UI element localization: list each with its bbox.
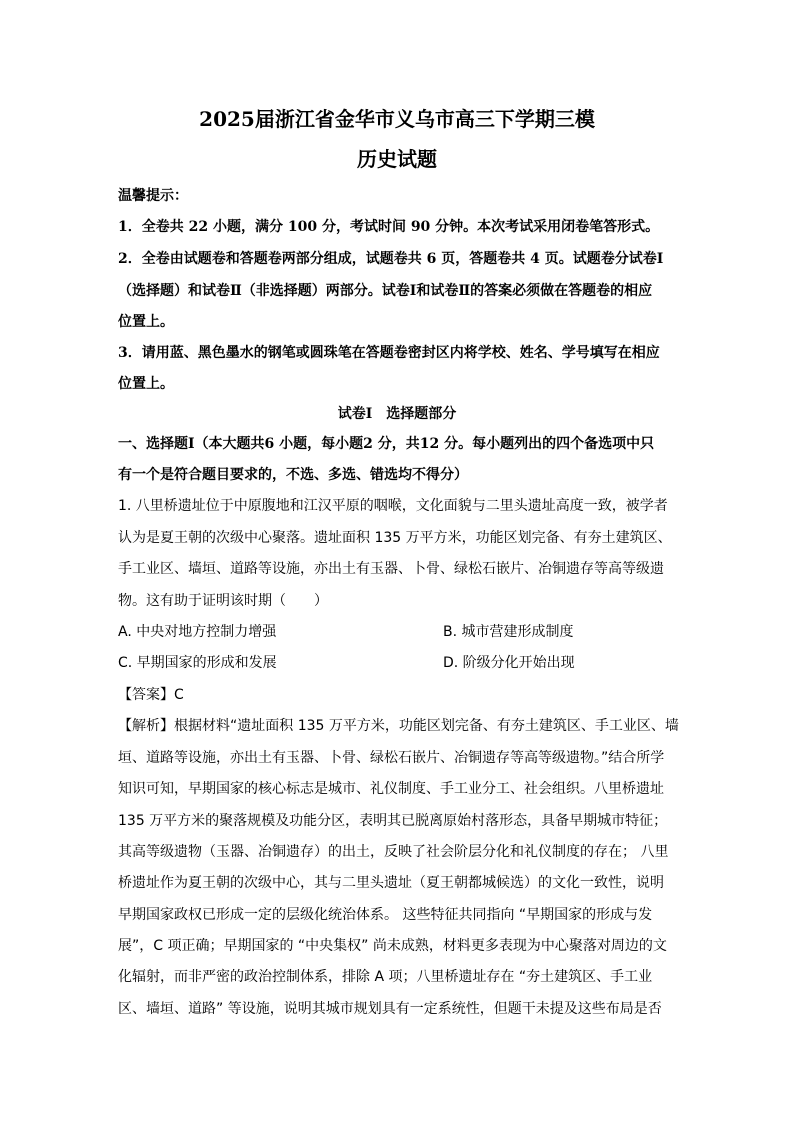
option-d: D. 阶级分化开始出现 xyxy=(443,655,575,671)
part-heading: 有一个是符合题目要求的，不选、多选、错选均不得分） xyxy=(118,467,468,483)
analysis-line: 【解析】根据材料“遗址面积 135 万平方米，功能区划完备、有夯土建筑区、手工业区、墙 xyxy=(118,718,679,734)
option-c: C. 早期国家的形成和发展 xyxy=(118,655,277,671)
question-stem: 手工业区、墙垣、道路等设施，亦出土有玉器、卜骨、绿松石嵌片、冶铜遗存等高等级遗 xyxy=(118,561,664,577)
notice-line: 位置上。 xyxy=(118,314,174,330)
part-heading: 一、选择题Ⅰ（本大题共6 小题，每小题2 分，共12 分。每小题列出的四个备选项中只 xyxy=(118,436,655,452)
option-a: A. 中央对地方控制力增强 xyxy=(118,624,277,640)
analysis-line: 展”，C 项正确；早期国家的 “中央集权” 尚未成熟，材料更多表现为中心聚落对周边的文 xyxy=(118,938,667,954)
section-title: 试卷Ⅰ 选择题部分 xyxy=(337,406,457,422)
analysis-line: 早期国家政权已形成一定的层级化统治体系。 这些特征共同指向 “早期国家的形成与发 xyxy=(118,907,653,923)
notice-line: （选择题）和试卷Ⅱ（非选择题）两部分。试卷Ⅰ和试卷Ⅱ的答案必须做在答题卷的相应 xyxy=(118,283,653,299)
analysis-line: 区、墙垣、道路” 等设施，说明其城市规划具有一定系统性，但题干未提及这些布局是否 xyxy=(118,1001,662,1017)
analysis-line: 化辐射，而非严密的政治控制体系，排除 A 项；八里桥遗址存在 “夯土建筑区、手工业 xyxy=(118,969,653,985)
analysis-line: 135 万平方米的聚落规模及功能分区，表明其已脱离原始村落形态，具备早期城市特征； xyxy=(118,813,668,829)
analysis-line: 知识可知，早期国家的核心标志是城市、礼仪制度、手工业分工、社会组织。八里桥遗址 xyxy=(118,781,664,797)
document-title: 2025届浙江省金华市义乌市高三下学期三模 xyxy=(199,107,595,131)
notice-line: 位置上。 xyxy=(118,376,174,392)
question-stem: 认为是夏王朝的次级中心聚落。遗址面积 135 万平方米，功能区划完备、有夯土建筑区、 xyxy=(118,530,672,546)
analysis-line: 垣、道路等设施，亦出土有玉器、卜骨、绿松石嵌片、冶铜遗存等高等级遗物。”结合所学 xyxy=(118,750,665,766)
notice-line: 3．请用蓝、黑色墨水的钢笔或圆珠笔在答题卷密封区内将学校、姓名、学号填写在相应 xyxy=(118,345,660,361)
notice-line: 1．全卷共 22 小题，满分 100 分，考试时间 90 分钟。本次考试采用闭卷笔答形式。 xyxy=(118,219,660,235)
question-stem: 物。这有助于证明该时期（ ） xyxy=(118,593,328,609)
option-b: B. 城市营建形成制度 xyxy=(443,624,574,640)
notice-line: 2．全卷由试题卷和答题卷两部分组成，试题卷共 6 页，答题卷共 4 页。试题卷分试卷Ⅰ xyxy=(118,251,664,267)
document-subtitle: 历史试题 xyxy=(357,147,437,171)
analysis-line: 其高等级遗物（玉器、冶铜遗存）的出土，反映了社会阶层分化和礼仪制度的存在； 八里 xyxy=(118,844,669,860)
notice-heading: 温馨提示： xyxy=(118,188,188,204)
question-stem: 1. 八里桥遗址位于中原腹地和江汉平原的咽喉，文化面貌与二里头遗址高度一致，被学者 xyxy=(118,498,668,514)
analysis-line: 桥遗址作为夏王朝的次级中心，其与二里头遗址（夏王朝都城候选）的文化一致性，说明 xyxy=(118,875,664,891)
answer: 【答案】C xyxy=(118,687,184,703)
